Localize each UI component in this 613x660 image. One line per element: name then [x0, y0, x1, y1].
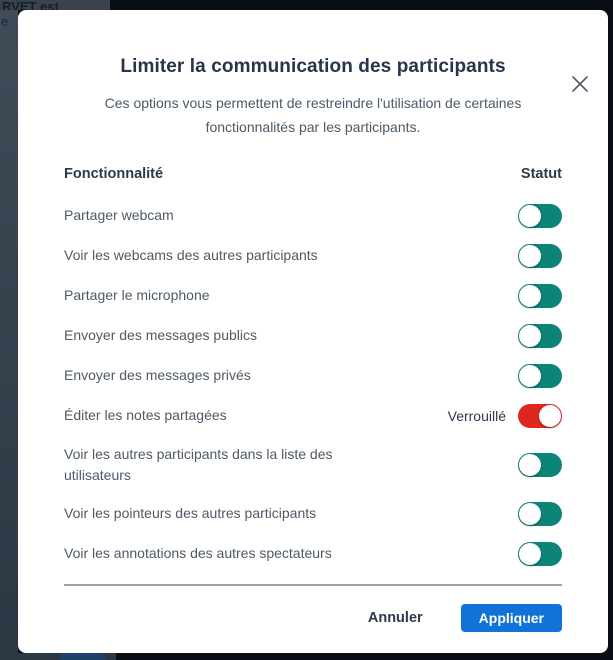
feature-label: Éditer les notes partagées: [64, 407, 227, 424]
lock-toggle[interactable]: [518, 284, 562, 308]
background-top-text: RVET est: [0, 0, 110, 10]
table-row: [64, 534, 562, 574]
lock-toggle[interactable]: [518, 204, 562, 228]
table-row: [64, 356, 562, 396]
table-row: [64, 236, 562, 276]
close-button[interactable]: [566, 70, 594, 98]
lock-toggle[interactable]: [518, 324, 562, 348]
row-status: [506, 364, 562, 388]
table-header: [64, 166, 562, 182]
row-status: [506, 244, 562, 268]
table-row: [64, 436, 562, 494]
table-row: [64, 396, 562, 436]
feature-label: Voir les pointeurs des autres participants: [64, 505, 317, 522]
status-label: Verrouillé: [447, 407, 506, 424]
row-status: [506, 453, 562, 477]
row-status: [506, 324, 562, 348]
feature-label: Voir les autres participants dans la liste des utilisateurs: [64, 445, 333, 483]
lock-toggle[interactable]: [518, 542, 562, 566]
toggle-knob: [539, 405, 561, 427]
lock-toggle[interactable]: [518, 502, 562, 526]
feature-label: Voir les annotations des autres spectateurs: [64, 545, 332, 562]
row-status: [506, 502, 562, 526]
row-status: [506, 542, 562, 566]
modal-footer: [64, 604, 562, 632]
feature-label: Partager webcam: [64, 207, 174, 224]
row-status: [448, 404, 562, 428]
toggle-knob: [519, 285, 541, 307]
lock-settings-rows: [64, 196, 562, 574]
footer-divider: [64, 584, 562, 586]
table-row: [64, 494, 562, 534]
toggle-knob: [519, 543, 541, 565]
toggle-knob: [519, 454, 541, 476]
modal-description: Ces options vous permettent de restreindre l'utilisation de certaines fonctionnalités par les participants.: [104, 95, 522, 135]
table-row: [64, 196, 562, 236]
status-column-header: Statut: [520, 165, 562, 182]
toggle-knob: [519, 503, 541, 525]
table-row: [64, 276, 562, 316]
feature-label: Envoyer des messages privés: [64, 367, 251, 384]
feature-label: Envoyer des messages publics: [64, 327, 257, 344]
lock-toggle[interactable]: [518, 244, 562, 268]
row-status: [506, 204, 562, 228]
row-status: [506, 284, 562, 308]
feature-label: Voir les webcams des autres participants: [64, 247, 318, 264]
cancel-button[interactable]: Annuler: [367, 609, 423, 626]
feature-label: Partager le microphone: [64, 287, 210, 304]
lock-viewers-modal: [18, 10, 608, 653]
feature-column-header: Fonctionnalité: [64, 165, 164, 182]
toggle-knob: [519, 365, 541, 387]
lock-toggle[interactable]: [518, 404, 562, 428]
table-row: [64, 316, 562, 356]
toggle-knob: [519, 205, 541, 227]
background-left-letter: e: [1, 14, 9, 29]
modal-title: Limiter la communication des participants: [120, 56, 506, 77]
toggle-knob: [519, 245, 541, 267]
apply-button[interactable]: Appliquer: [461, 604, 562, 632]
toggle-knob: [519, 325, 541, 347]
lock-toggle[interactable]: [518, 453, 562, 477]
lock-toggle[interactable]: [518, 364, 562, 388]
close-icon: [571, 75, 589, 93]
background-left-strip: [0, 0, 18, 660]
